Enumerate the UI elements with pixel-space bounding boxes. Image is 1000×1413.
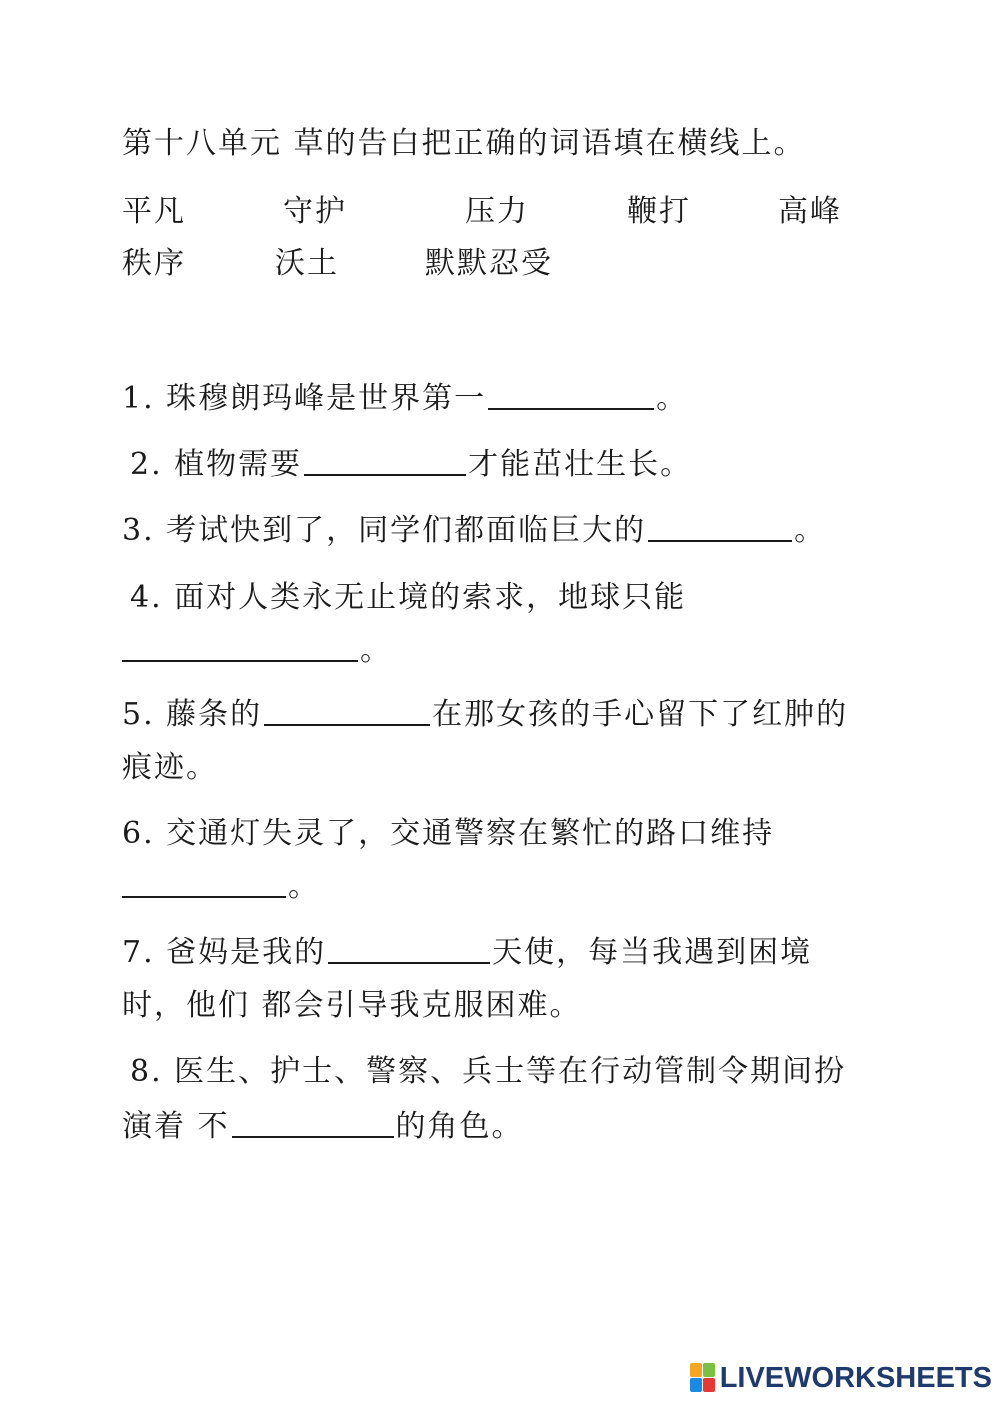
question-text: 痕迹。 xyxy=(122,750,218,785)
answer-blank-6[interactable] xyxy=(122,866,286,898)
question-text: 。 xyxy=(360,633,392,668)
question-8-answer-line xyxy=(122,1106,524,1147)
answer-blank-8[interactable] xyxy=(232,1106,394,1138)
word-bank-item: 平凡 xyxy=(122,194,186,229)
question-text: 。 xyxy=(656,381,689,416)
answer-blank-3[interactable] xyxy=(648,510,792,542)
question-3 xyxy=(122,510,826,551)
question-5-continued xyxy=(122,748,218,788)
question-text: 。 xyxy=(288,869,320,904)
question-text: 7. 爸妈是我的 xyxy=(122,935,327,970)
question-text: 1. 珠穆朗玛峰是世界第一 xyxy=(122,381,487,416)
page-title: 第十八单元 草的告白把正确的词语填在横线上。 xyxy=(122,126,806,161)
word-bank-item: 秩序 xyxy=(122,246,186,281)
word-bank-item: 默默忍受 xyxy=(425,246,553,281)
question-7-continued xyxy=(122,986,582,1026)
answer-blank-4[interactable] xyxy=(122,630,358,662)
question-text: 4. 面对人类永无止境的索求，地球只能 xyxy=(130,580,687,615)
question-6-answer-line xyxy=(120,866,320,907)
question-text: 的角色。 xyxy=(395,1109,524,1144)
question-text: 8. 医生、护士、警察、兵士等在行动管制令期间扮 xyxy=(130,1054,847,1089)
question-text: 才能茁壮生长。 xyxy=(468,447,693,482)
word-bank-item: 守护 xyxy=(283,194,347,229)
question-text: 5. 藤条的 xyxy=(122,697,263,732)
question-1 xyxy=(122,378,688,419)
question-text: 6. 交通灯失灵了，交通警察在繁忙的路口维持 xyxy=(122,816,775,851)
liveworksheets-mark-icon xyxy=(690,1363,716,1393)
question-text: 天使，每当我遇到困境 xyxy=(492,935,813,970)
question-2 xyxy=(130,444,692,485)
question-7 xyxy=(122,932,812,973)
question-text: 时，他们 都会引导我克服困难。 xyxy=(122,988,582,1023)
answer-blank-1[interactable] xyxy=(488,378,654,410)
question-8 xyxy=(130,1052,846,1092)
question-text: 演着 不 xyxy=(122,1109,230,1144)
answer-blank-2[interactable] xyxy=(304,444,466,476)
question-6 xyxy=(122,814,774,854)
question-text: 。 xyxy=(794,513,827,548)
answer-blank-7[interactable] xyxy=(328,932,490,964)
word-bank-item: 鞭打 xyxy=(627,194,691,229)
word-bank-item: 沃土 xyxy=(275,246,339,281)
question-4 xyxy=(130,578,686,618)
brand-text: LIVEWORKSHEETS xyxy=(719,1361,992,1394)
question-4-answer-line xyxy=(120,630,392,671)
question-text: 2. 植物需要 xyxy=(130,447,303,482)
word-bank-item: 高峰 xyxy=(778,194,842,229)
question-5 xyxy=(122,694,848,735)
answer-blank-5[interactable] xyxy=(264,694,430,726)
word-bank-item: 压力 xyxy=(465,194,529,229)
liveworksheets-logo[interactable] xyxy=(690,1361,992,1395)
question-text: 3. 考试快到了，同学们都面临巨大的 xyxy=(122,513,647,548)
question-text: 在那女孩的手心留下了红肿的 xyxy=(432,697,849,732)
